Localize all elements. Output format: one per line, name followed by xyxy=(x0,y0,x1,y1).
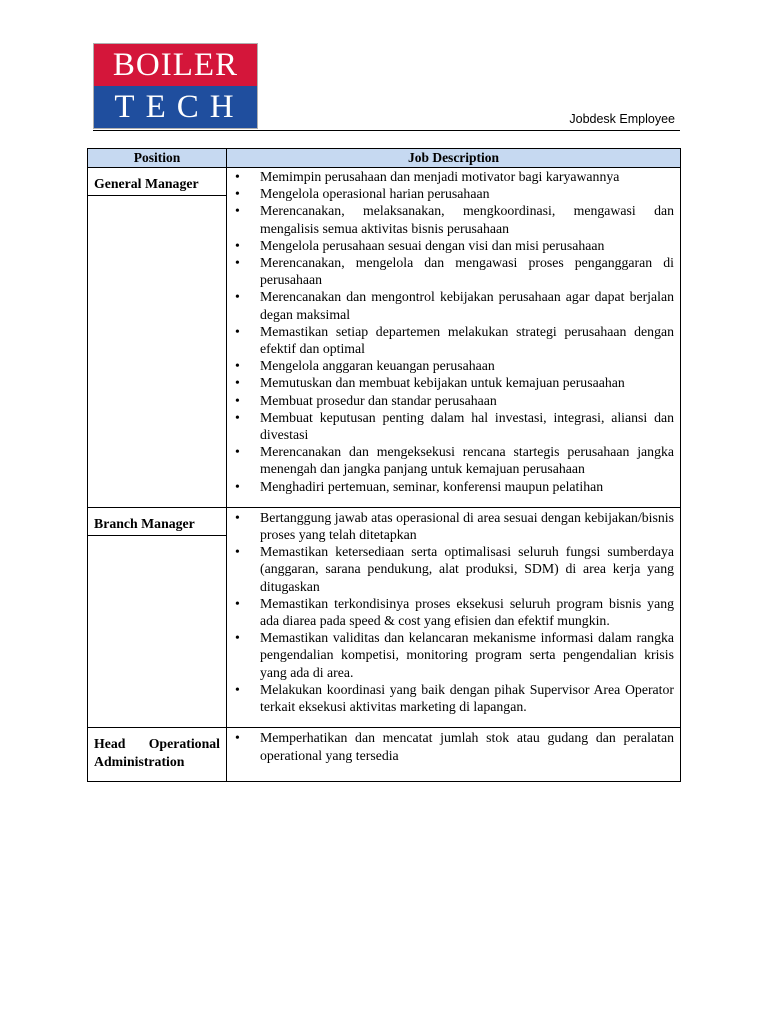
list-item: • Memastikan terkondisinya proses eksekusi seluruh program bisnis yang ada diarea pada speed & cost yang efisien dan efektif mungkin. xyxy=(260,595,674,629)
job-description-list xyxy=(227,728,674,780)
position-name: Branch Manager xyxy=(88,508,226,536)
job-description-cell xyxy=(227,728,681,781)
list-item: • Memastikan validitas dan kelancaran mekanisme informasi dalam rangka pengendalian kompetisi, monitoring program serta pengendalian krisis yang ada di area. xyxy=(260,629,674,681)
position-name xyxy=(88,728,226,773)
list-item: • Memimpin perusahaan dan menjadi motivator bagi karyawannya xyxy=(260,168,674,185)
job-description-cell xyxy=(227,168,681,508)
list-item: • Memutuskan dan membuat kebijakan untuk kemajuan perusaahan xyxy=(260,374,674,391)
table-row xyxy=(88,168,681,508)
list-item: • Memastikan setiap departemen melakukan strategi perusahaan dengan efektif dan optimal xyxy=(260,323,674,357)
list-item: • Mengelola perusahaan sesuai dengan visi dan misi perusahaan xyxy=(260,237,674,254)
job-description-list xyxy=(227,508,674,727)
list-item: • Merencanakan, mengelola dan mengawasi proses penganggaran di perusahaan xyxy=(260,254,674,288)
list-item: • Menghadiri pertemuan, seminar, konferensi maupun pelatihan xyxy=(260,478,674,495)
list-item: • Mengelola anggaran keuangan perusahaan xyxy=(260,357,674,374)
list-item: • Merencanakan dan mengeksekusi rencana startegis perusahaan jangka menengah dan jangka panjang untuk kemajuan perusahaan xyxy=(260,443,674,477)
list-item: • Memperhatikan dan mencatat jumlah stok atau gudang dan peralatan operational yang tersedia xyxy=(260,729,674,763)
list-item: • Mengelola operasional harian perusahaan xyxy=(260,185,674,202)
list-item: • Membuat keputusan penting dalam hal investasi, integrasi, aliansi dan divestasi xyxy=(260,409,674,443)
list-item: • Melakukan koordinasi yang baik dengan pihak Supervisor Area Operator terkait eksekusi aktivitas marketing di lapangan. xyxy=(260,681,674,715)
position-cell xyxy=(88,168,227,508)
list-item: • Membuat prosedur dan standar perusahaan xyxy=(260,392,674,409)
logo-line-boiler: BOILER xyxy=(94,44,257,86)
document-title: Jobdesk Employee xyxy=(569,112,675,126)
jobdesk-table xyxy=(87,148,681,782)
position-cell xyxy=(88,728,227,781)
logo-line-tech: TECH xyxy=(94,86,257,128)
column-header-position: Position xyxy=(88,149,227,168)
position-cell xyxy=(88,507,227,727)
list-item: • Bertanggung jawab atas operasional di area sesuai dengan kebijakan/bisnis proses yang telah ditetapkan xyxy=(260,509,674,543)
boiler-tech-logo xyxy=(93,43,258,129)
job-description-cell xyxy=(227,507,681,727)
list-item: • Merencanakan, melaksanakan, mengkoordinasi, mengawasi dan mengalisis semua aktivitas bisnis perusahaan xyxy=(260,202,674,236)
column-header-job-description: Job Description xyxy=(227,149,681,168)
job-description-list xyxy=(227,168,674,507)
table-row xyxy=(88,507,681,727)
position-name-text: Head Operational Administration xyxy=(94,736,220,769)
list-item: • Merencanakan dan mengontrol kebijakan perusahaan agar dapat berjalan degan maksimal xyxy=(260,288,674,322)
table-header-row xyxy=(88,149,681,168)
list-item: • Memastikan ketersediaan serta optimalisasi seluruh fungsi sumberdaya (anggaran, sarana pendukung, alat produksi, SDM) di area kerja yang ditugaskan xyxy=(260,543,674,595)
position-name: General Manager xyxy=(88,168,226,196)
table-row xyxy=(88,728,681,781)
header-divider xyxy=(93,130,680,131)
